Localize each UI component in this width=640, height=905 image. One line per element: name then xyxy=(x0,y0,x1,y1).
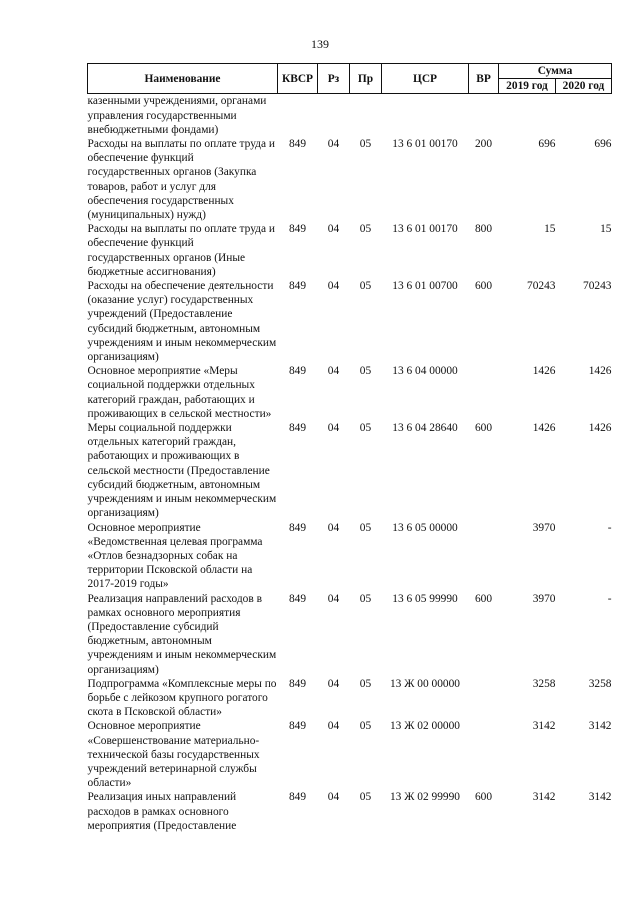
cell-csr: 13 6 01 00700 xyxy=(392,280,458,293)
cell-csr: 13 6 05 99990 xyxy=(392,592,458,605)
cell-2019: 3142 xyxy=(532,791,556,804)
cell-vr xyxy=(469,719,499,790)
cell-pr: 05 xyxy=(359,720,372,733)
cell-csr: 13 Ж 00 00000 xyxy=(389,677,460,690)
table-row xyxy=(88,719,612,790)
cell-2019: 696 xyxy=(538,138,556,151)
cell-vr xyxy=(469,677,499,720)
cell-csr xyxy=(382,94,469,137)
cell-csr: 13 Ж 02 99990 xyxy=(389,791,460,804)
table-row xyxy=(88,521,612,592)
header-year-2019: 2019 год xyxy=(499,79,556,94)
cell-name: Подпрограмма «Комплексные меры по борьбе с лейкозом крупного рогатого скота в Псковской области» xyxy=(87,677,277,719)
cell-kvsr xyxy=(278,94,318,137)
cell-kvsr: 849 xyxy=(288,365,307,378)
cell-2019: 3970 xyxy=(532,592,556,605)
cell-csr: 13 6 01 00170 xyxy=(392,138,458,151)
table-row xyxy=(88,279,612,364)
table-row xyxy=(88,790,612,833)
cell-csr: 13 Ж 02 00000 xyxy=(389,720,460,733)
cell-2019: 70243 xyxy=(527,280,556,293)
cell-kvsr: 849 xyxy=(288,720,307,733)
cell-rz: 04 xyxy=(327,791,340,804)
cell-kvsr: 849 xyxy=(288,791,307,804)
cell-2019 xyxy=(499,94,556,137)
cell-vr xyxy=(469,364,499,421)
cell-2020: 3258 xyxy=(588,677,612,690)
cell-2019: 15 xyxy=(544,223,556,236)
cell-rz: 04 xyxy=(327,223,340,236)
cell-2020: 3142 xyxy=(588,791,612,804)
cell-rz: 04 xyxy=(327,422,340,435)
cell-name: Реализация направлений расходов в рамках основного мероприятия (Предоставление субсидий бюджетным, автономным учреждениям и иным некоммерческим организациям) xyxy=(87,592,277,676)
cell-name: Реализация иных направлений расходов в рамках основного мероприятия (Предоставление xyxy=(87,791,237,832)
header-rz: Рз xyxy=(318,64,350,94)
budget-table xyxy=(87,63,612,833)
cell-rz: 04 xyxy=(327,677,340,690)
cell-2019: 1426 xyxy=(532,365,556,378)
cell-vr: 200 xyxy=(474,138,493,151)
cell-kvsr: 849 xyxy=(288,592,307,605)
cell-csr: 13 6 04 00000 xyxy=(392,365,458,378)
cell-name: Расходы на выплаты по оплате труда и обеспечение функций государственных органов (Закупка товаров, работ и услуг для обеспечения государственных (муниципальных) нужд) xyxy=(87,138,275,222)
cell-pr: 05 xyxy=(359,365,372,378)
table-header xyxy=(88,64,612,94)
cell-csr: 13 6 04 28640 xyxy=(392,422,458,435)
header-year-2020: 2020 год xyxy=(556,79,612,94)
cell-rz: 04 xyxy=(327,280,340,293)
table-row xyxy=(88,94,612,137)
header-kvsr: КВСР xyxy=(278,64,318,94)
cell-kvsr: 849 xyxy=(288,677,307,690)
cell-pr: 05 xyxy=(359,138,372,151)
header-pr: Пр xyxy=(350,64,382,94)
table-row xyxy=(88,677,612,720)
cell-vr: 600 xyxy=(474,422,493,435)
cell-rz: 04 xyxy=(327,365,340,378)
cell-2020: - xyxy=(607,592,612,605)
page-number: 139 xyxy=(311,37,329,51)
cell-vr: 600 xyxy=(474,280,493,293)
cell-pr: 05 xyxy=(359,223,372,236)
cell-vr xyxy=(469,521,499,592)
table-body xyxy=(88,94,612,833)
cell-2020: 15 xyxy=(600,223,612,236)
cell-name: казенными учреждениями, органами управления государственными внебюджетными фондами) xyxy=(87,95,267,136)
cell-pr xyxy=(350,94,382,137)
cell-name: Основное мероприятие «Совершенствование материально-технической базы государственных учреждений ветеринарной службы области» xyxy=(87,720,260,790)
cell-rz: 04 xyxy=(327,720,340,733)
cell-name: Меры социальной поддержки отдельных категорий граждан, работающих и проживающих в сельской местности (Предоставление субсидий бюджетным, автономным учреждениям и иным некоммерческим организациям) xyxy=(87,422,277,520)
cell-vr: 800 xyxy=(474,223,493,236)
header-sum: Сумма xyxy=(499,64,612,79)
cell-2020: 1426 xyxy=(588,365,612,378)
header-csr: ЦСР xyxy=(382,64,469,94)
cell-pr: 05 xyxy=(359,791,372,804)
cell-2020: 1426 xyxy=(588,422,612,435)
cell-2019: 3142 xyxy=(532,720,556,733)
cell-rz: 04 xyxy=(327,521,340,534)
cell-pr: 05 xyxy=(359,592,372,605)
header-vr: ВР xyxy=(469,64,499,94)
header-name: Наименование xyxy=(88,64,278,94)
cell-csr: 13 6 01 00170 xyxy=(392,223,458,236)
cell-vr: 600 xyxy=(474,592,493,605)
cell-2019: 3258 xyxy=(532,677,556,690)
cell-name: Основное мероприятие «Ведомственная целевая программа «Отлов безнадзорных собак на территории Псковской области на 2017-2019 годы» xyxy=(87,521,263,591)
cell-kvsr: 849 xyxy=(288,138,307,151)
cell-2019: 3970 xyxy=(532,521,556,534)
cell-kvsr: 849 xyxy=(288,223,307,236)
cell-name: Основное мероприятие «Меры социальной поддержки отдельных категорий граждан, работающих и проживающих в сельской местности» xyxy=(87,365,272,420)
cell-2019: 1426 xyxy=(532,422,556,435)
cell-kvsr: 849 xyxy=(288,280,307,293)
cell-pr: 05 xyxy=(359,677,372,690)
cell-2020: 3142 xyxy=(588,720,612,733)
cell-pr: 05 xyxy=(359,280,372,293)
cell-2020: 70243 xyxy=(583,280,612,293)
table-row xyxy=(88,364,612,421)
cell-vr: 600 xyxy=(474,791,493,804)
table-row xyxy=(88,137,612,222)
cell-2020: 696 xyxy=(594,138,612,151)
cell-pr: 05 xyxy=(359,422,372,435)
cell-kvsr: 849 xyxy=(288,521,307,534)
cell-name: Расходы на обеспечение деятельности (оказание услуг) государственных учреждений (Предоставление субсидий бюджетным, автономным учреждениям и иным некоммерческим организациям) xyxy=(87,280,277,364)
cell-kvsr: 849 xyxy=(288,422,307,435)
cell-name: Расходы на выплаты по оплате труда и обеспечение функций государственных органов (Иные бюджетные ассигнования) xyxy=(87,223,275,278)
table-row xyxy=(88,421,612,520)
cell-2020 xyxy=(556,94,612,137)
cell-rz: 04 xyxy=(327,138,340,151)
cell-2020: - xyxy=(607,521,612,534)
cell-csr: 13 6 05 00000 xyxy=(392,521,458,534)
table-row xyxy=(88,222,612,279)
cell-rz xyxy=(318,94,350,137)
table-row xyxy=(88,592,612,677)
cell-vr xyxy=(469,94,499,137)
cell-pr: 05 xyxy=(359,521,372,534)
cell-rz: 04 xyxy=(327,592,340,605)
